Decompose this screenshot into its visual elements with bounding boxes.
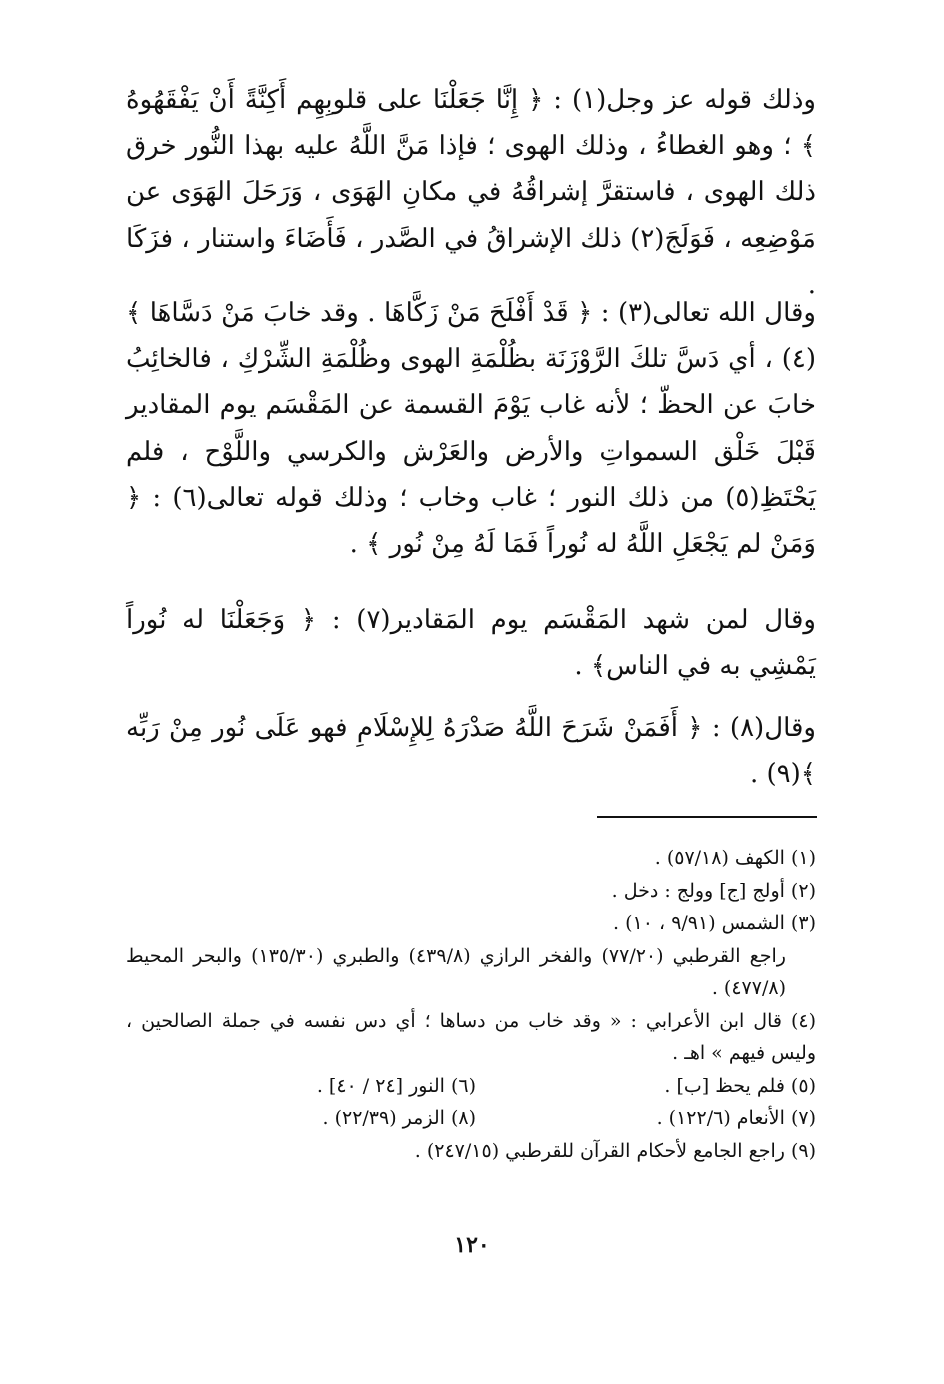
footnote-9: (٩) راجع الجامع لأحكام القرآن للقرطبي (٢٤٧/١٥) . [414, 1139, 816, 1162]
footnote-row-7-8 [126, 1102, 816, 1135]
footnote-4: (٤) قال ابن الأعرابي : « وقد خاب من دساها ؛ أي دس نفسه في جملة الصالحين ، وليس فيهم » اهـ . [126, 1009, 816, 1064]
footnote-8: (٨) الزمر (٢٢/٣٩) . [322, 1107, 476, 1129]
footnote-3: (٣) الشمس (٩/٩١ ، ١٠) . [613, 912, 816, 934]
paragraph-1: وذلك قوله عز وجل(١) : ﴿ إِنَّا جَعَلْنَا على قلوبِهِم أَكِنَّةً أَنْ يَفْقَهُوهُ ﴾ ؛ وهو الغطاءُ ، وذلك الهوى ؛ فإذا مَنَّ اللَّهُ عليه بهذا النُّور خرق ذلك الهوى ، فاستقرَّ إشراقُهُ في مكانِ الهَوَى ، وَرَحَلَ الهَوَى عن مَوْضِعِه ، فَوَلَجَ(٢) ذلك الإشراقُ في الصَّدر ، فَأَضَاءَ واستنار ، فزَكَا . [126, 85, 816, 300]
footnote-row-5-6 [126, 1070, 816, 1103]
footnote-1: (١) الكهف (٥٧/١٨) . [654, 847, 816, 869]
footnote-2: (٢) أولج [ج] وولج : دخل . [611, 879, 816, 902]
footnote-5: (٥) فلم يحظ [ب] . [664, 1074, 816, 1097]
footnotes [126, 842, 816, 1167]
footnote-3-note: راجع القرطبي (٧٧/٢٠) والفخر الرازي (٤٣٩/٨) والطبري (١٣٥/٣٠) والبحر المحيط (٤٧٧/٨) . [126, 944, 786, 999]
paragraph-4: وقال(٨) : ﴿ أَفَمَنْ شَرَحَ اللَّهُ صَدْرَهُ لِلإِسْلَامِ فهو عَلَى نُور مِنْ رَبِّه ﴾(٩) . [126, 713, 816, 790]
paragraph-3: وقال لمن شهد المَقْسَم يوم المَقادير(٧) : ﴿ وَجَعَلْنَا له نُوراً يَمْشِي به في الناس﴾ . [126, 605, 816, 682]
page-number: ١٢٠ [454, 1232, 490, 1258]
footnote-6: (٦) النور [٢٤ / ٤٠] . [316, 1074, 476, 1097]
footnote-7: (٧) الأنعام (١٢٢/٦) . [656, 1107, 816, 1129]
paragraph-2: وقال الله تعالى(٣) : ﴿ قَدْ أَفْلَحَ مَنْ زَكَّاهَا . وقد خابَ مَنْ دَسَّاهَا ﴾(٤) ، أي دَسَّ تلكَ الرَّوْزَنَة بظُلْمَةِ الهوى وظُلْمَةِ الشِّرْكِ ، فالخائِبُ خابَ عن الحظّ ؛ لأنه غاب يَوْمَ القسمة عن المَقْسَم يوم المقادير قَبْلَ خَلْق السمواتِ والأرض والعَرْش والكرسي واللَّوْح ، فلم يَحْتَظِ(٥) من ذلك النور ؛ غاب وخاب ؛ وذلك قوله تعالى(٦) : ﴿ وَمَنْ لم يَجْعَلِ اللَّهُ له نُوراً فَمَا لَهُ مِنْ نُور ﴾ . [126, 298, 817, 560]
footnote-divider [597, 816, 817, 818]
